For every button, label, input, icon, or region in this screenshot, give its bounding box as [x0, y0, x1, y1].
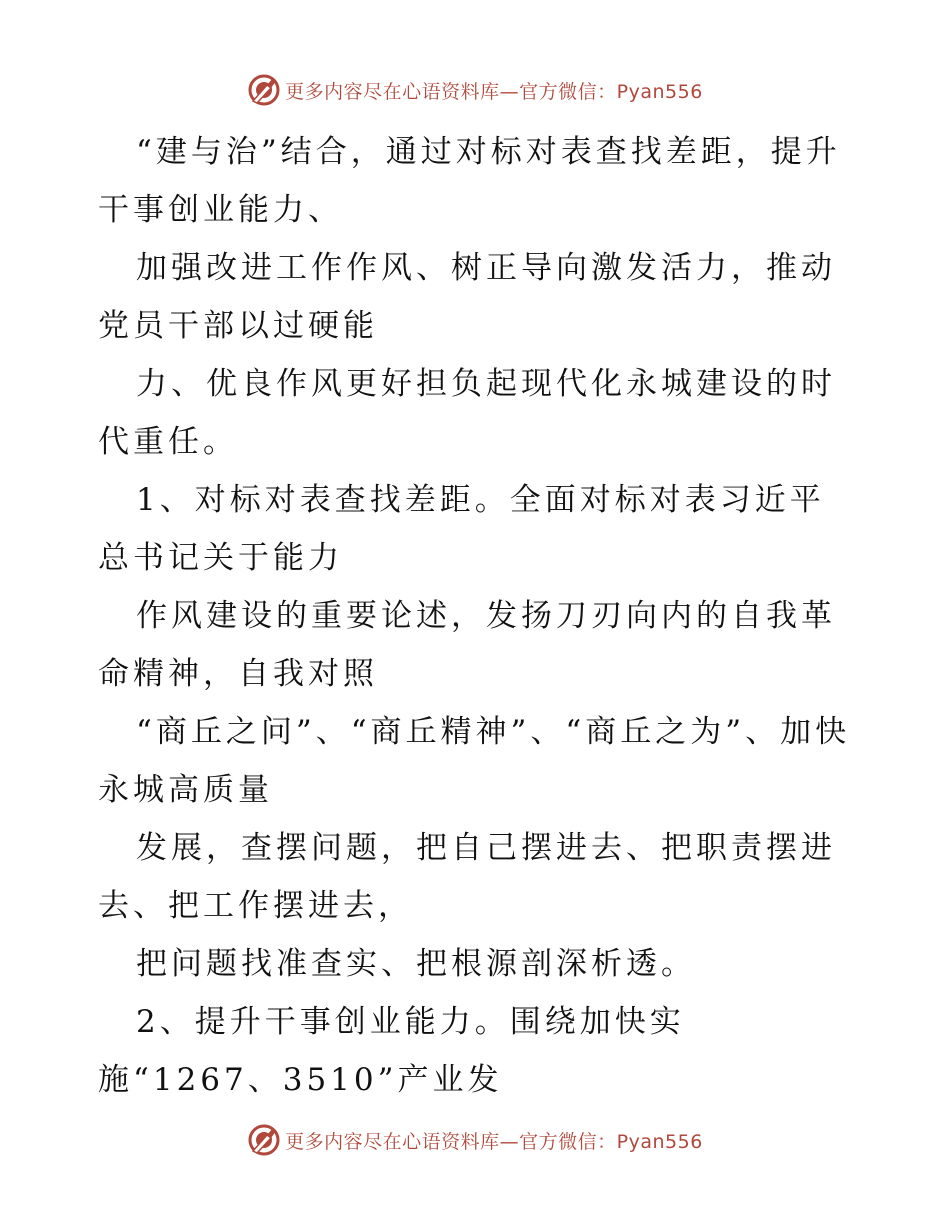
paragraph-6: “商丘之问”、“商丘精神”、“商丘之为”、加快永城高质量 [98, 714, 851, 808]
paragraph-4: 1、对标对表查找差距。全面对标对表习近平总书记关于能力 [98, 482, 825, 576]
pen-circle-logo-icon [247, 1123, 281, 1157]
paragraph-5: 作风建设的重要论述，发扬刀刃向内的自我革命精神，自我对照 [98, 598, 836, 692]
paragraph-8: 把问题找准查实、把根源剖深析透。 [136, 946, 696, 982]
header-banner-text: 更多内容尽在心语资料库—官方微信：Pyan556 [285, 80, 703, 103]
paragraph-3: 力、优良作风更好担负起现代化永城建设的时代重任。 [98, 366, 836, 460]
footer-banner [0, 1120, 950, 1160]
paragraph-7: 发展，查摆问题，把自己摆进去、把职责摆进去、把工作摆进去， [98, 830, 836, 924]
paragraph-2: 加强改进工作作风、树正导向激发活力，推动党员干部以过硬能 [98, 250, 836, 344]
header-banner [0, 70, 950, 110]
pen-circle-logo-icon [247, 73, 281, 107]
document-body [98, 123, 858, 1109]
paragraph-1: “建与治”结合，通过对标对表查找差距，提升干事创业能力、 [98, 134, 841, 228]
footer-banner-text: 更多内容尽在心语资料库—官方微信：Pyan556 [285, 1130, 703, 1153]
paragraph-9: 2、提升干事创业能力。围绕加快实施“1267、3510”产业发 [98, 1004, 685, 1098]
